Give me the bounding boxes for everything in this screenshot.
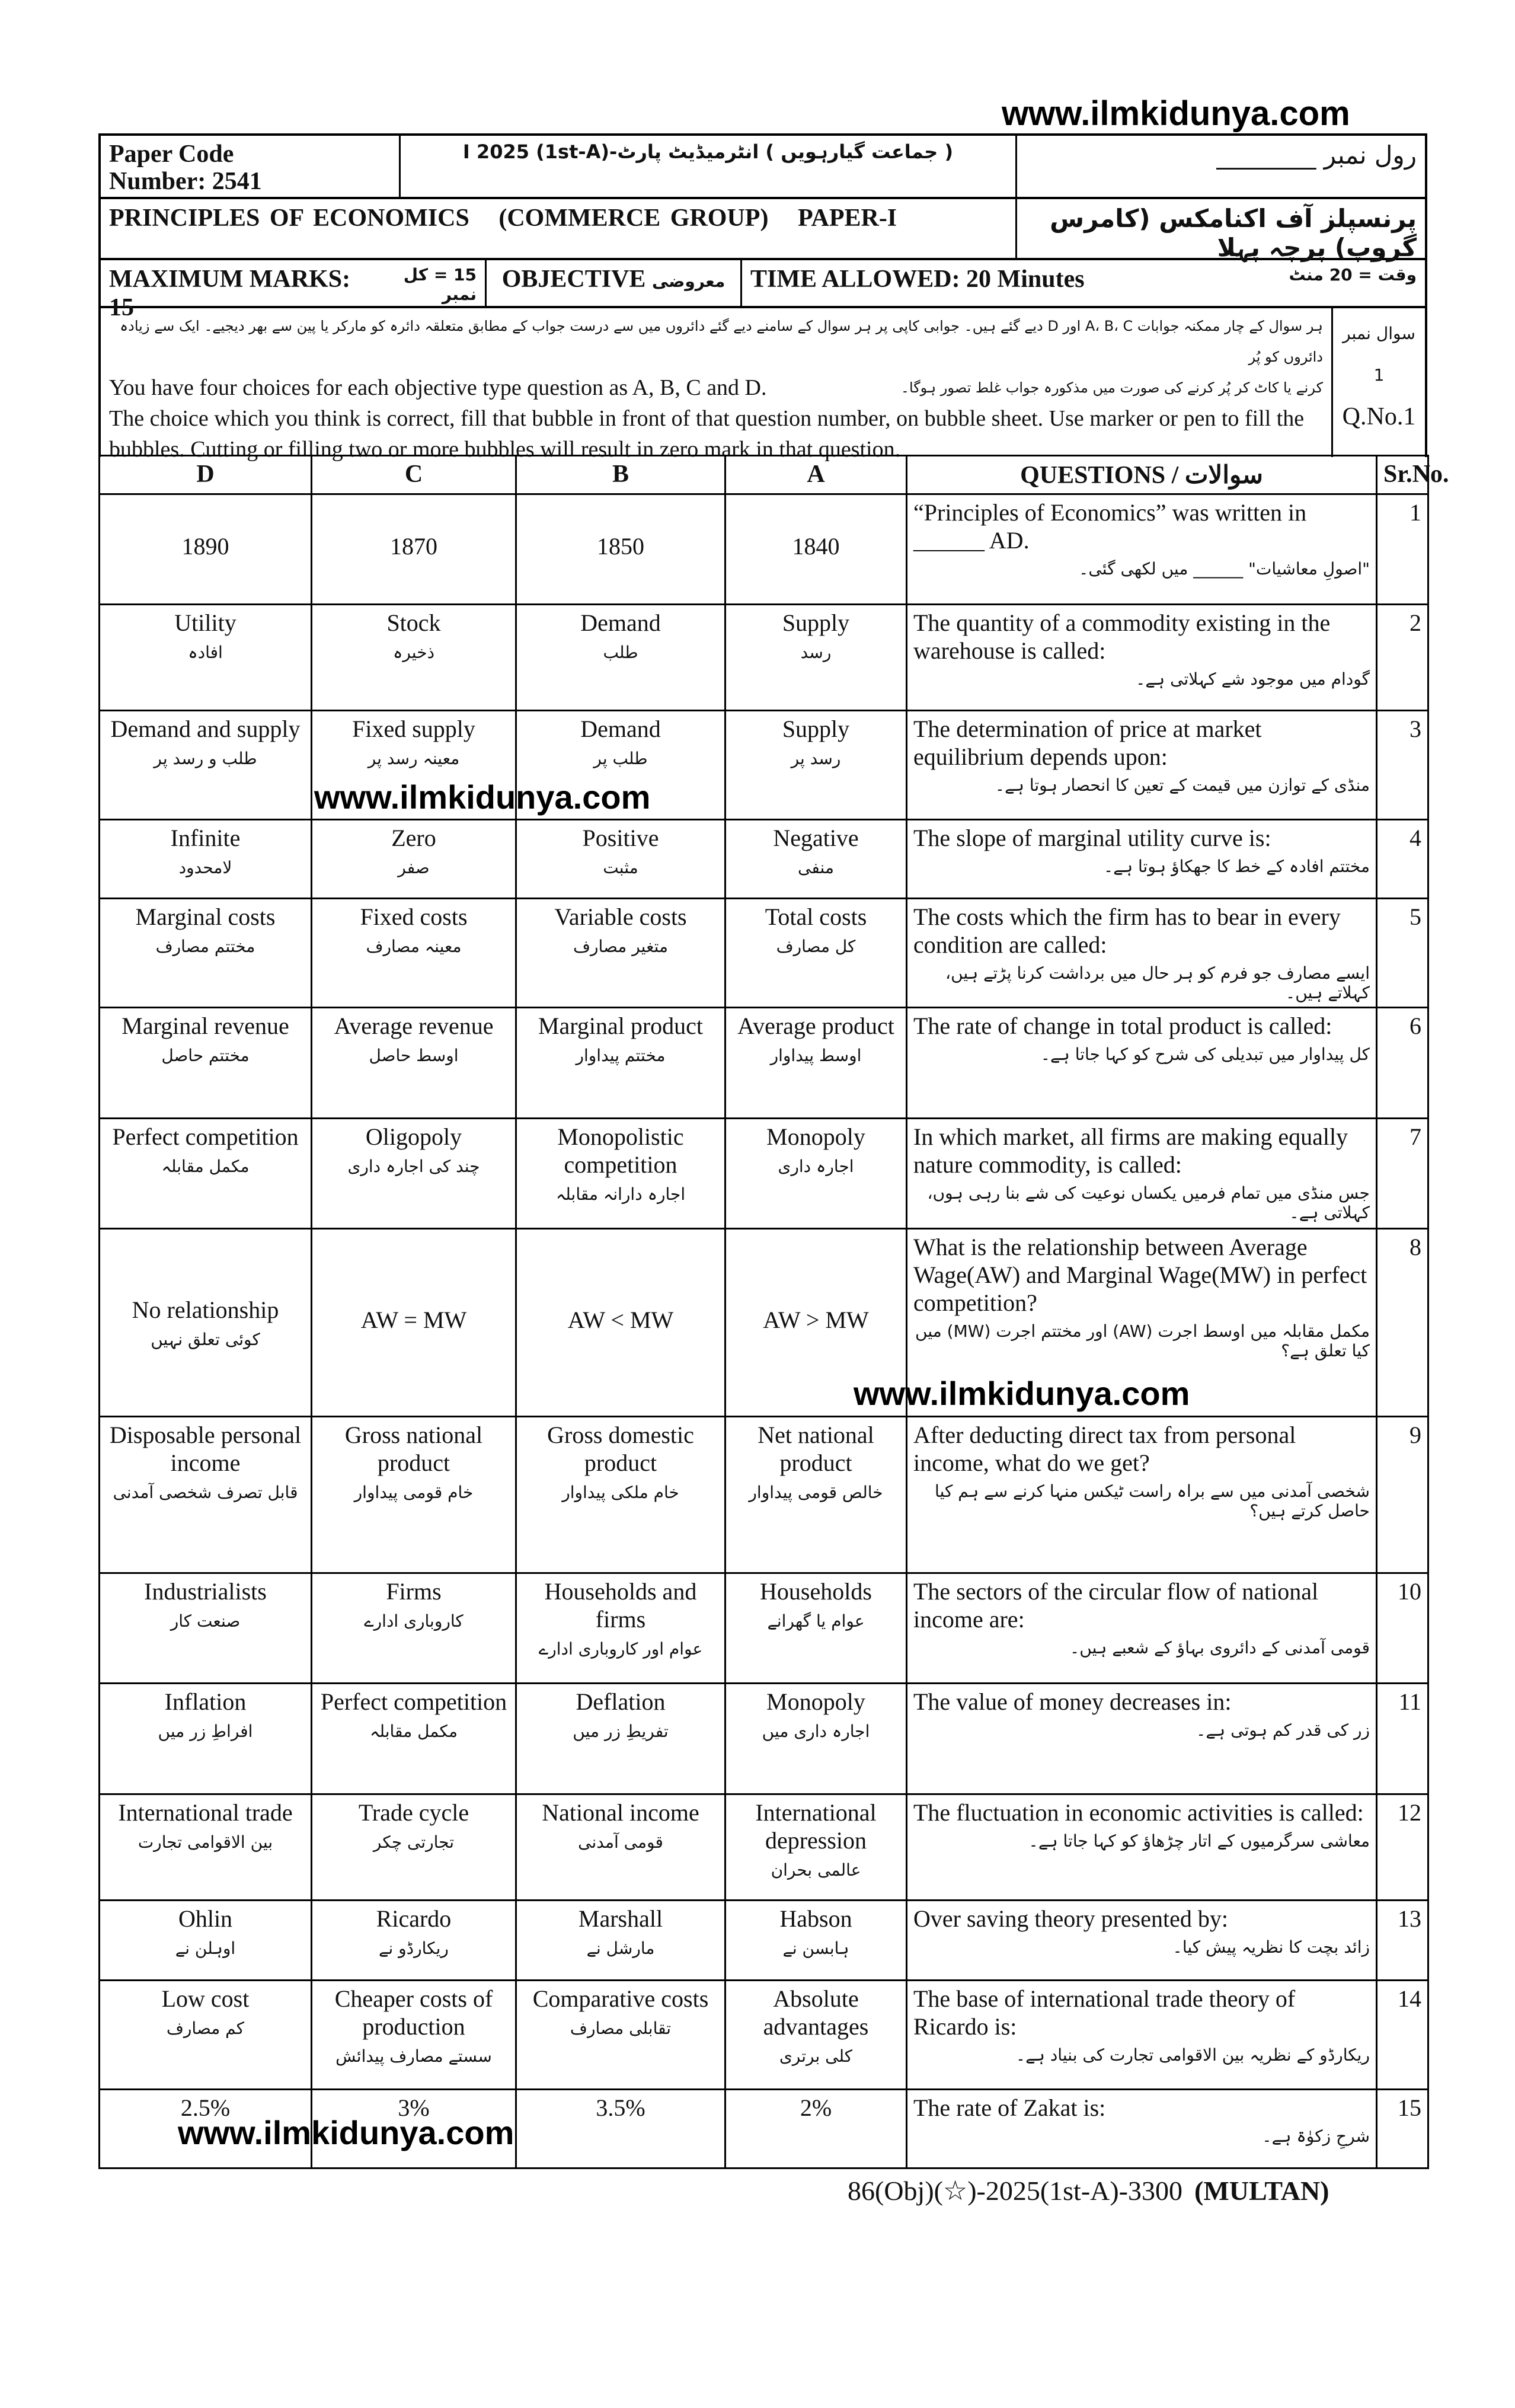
serial-number: 4 [1377,820,1428,899]
option-text-urdu: عالمی بحران [771,1860,861,1880]
serial-number: 11 [1377,1684,1428,1794]
questions-body [100,494,1428,2169]
time-allowed [742,260,1425,306]
option-c [312,1119,516,1229]
watermark-url: www.ilmkidunya.com [314,778,651,816]
option-text: Average revenue [334,1013,494,1039]
option-text: Fixed supply [352,716,475,742]
option-text: Marginal revenue [122,1013,289,1039]
question-en: The slope of marginal utility curve is: [913,825,1271,851]
option-text: Trade cycle [358,1799,469,1826]
option-text-urdu: تقابلی مصارف [570,2019,672,2038]
option-text: Demand and supply [110,716,301,742]
option-text-urdu: کوئی تعلق نہیں [151,1330,260,1349]
question-row [100,899,1428,1008]
qno: Q.No.1 [1342,403,1416,430]
option-c [312,2090,516,2169]
question-en: The fluctuation in economic activities is called: [913,1799,1364,1826]
option-text-urdu: اجارہ داری میں [762,1722,870,1741]
option-a [725,1794,907,1901]
option-text: Supply [782,609,850,636]
option-text: Absolute advantages [763,1985,869,2040]
option-c [312,1981,516,2090]
instructions-en-1: You have four choices for each objective type question as A, B, C and D. [109,375,767,400]
option-d [100,1573,312,1684]
option-b [516,1229,725,1417]
option-a [725,605,907,711]
subject-urdu: پرنسپلز آف اکنامکس (کامرس گروپ) پرچہ پہلا [1050,204,1417,262]
option-text: Supply [782,716,850,742]
exam-title: ( جماعت گیارہویں ) انٹرمیڈیٹ پارٹ-I 2025 (1st-A) [401,136,1017,197]
option-text-urdu: کم مصارف [166,2019,245,2038]
option-text-urdu: معینہ مصارف [366,937,462,956]
col-b: B [516,456,725,494]
serial-number: 12 [1377,1794,1428,1901]
footer-board: (MULTAN) [1194,2176,1329,2206]
option-text-urdu: رسد پر [791,749,841,768]
option-text-urdu: خالص قومی پیداوار [749,1483,883,1502]
paper-code [101,136,401,197]
question-en: The costs which the firm has to bear in every condition are called: [913,903,1341,958]
serial-number: 10 [1377,1573,1428,1684]
option-a [725,2090,907,2169]
option-text: Marginal costs [135,903,276,930]
question-text [907,1901,1377,1981]
option-a [725,1229,907,1417]
option-text: Net national product [757,1422,874,1476]
question-text [907,494,1377,605]
option-text-urdu: مکمل مقابلہ [161,1157,250,1176]
option-text-urdu: اوہلن نے [175,1938,236,1958]
option-text: Perfect competition [112,1123,299,1150]
question-urdu: مختتم افادہ کے خط کا جھکاؤ ہوتا ہے۔ [1103,857,1370,876]
option-c [312,605,516,711]
serial-number: 6 [1377,1008,1428,1119]
question-row [100,1417,1428,1573]
option-text-urdu: طلب [603,643,638,662]
option-d [100,1008,312,1119]
option-d [100,1794,312,1901]
option-a [725,1417,907,1573]
option-a [725,1684,907,1794]
col-questions: QUESTIONS / سوالات [907,456,1377,494]
option-d [100,1981,312,2090]
option-text: 3% [398,2094,430,2121]
question-urdu: زائد بچت کا نظریہ پیش کیا۔ [1172,1937,1370,1957]
question-en: Over saving theory presented by: [913,1905,1228,1932]
option-b [516,820,725,899]
option-text: Oligopoly [365,1123,462,1150]
instructions-urdu-1: ہر سوال کے چار ممکنہ جوابات A، B، C اور D دیے گئے ہیں۔ جوابی کاپی پر ہر سوال کے سامنے دیے گئے دائروں میں سے درست جواب کے مطابق متعلقہ دائرہ کو مارکر یا پین سے بھر دیجیے۔ ایک سے زیادہ دائروں کو پُر [120,318,1323,365]
option-text-urdu: اجارہ دارانہ مقابلہ [555,1184,686,1204]
table-header-row [100,456,1428,494]
objective-label: OBJECTIVE [501,266,646,293]
question-row [100,1794,1428,1901]
option-text: Gross domestic product [547,1422,694,1476]
question-text [907,820,1377,899]
time-urdu: وقت = 20 منٹ [1289,265,1417,285]
option-text-urdu: ذخیرہ [392,643,435,662]
question-row [100,605,1428,711]
option-text-urdu: طلب و رسد پر [154,749,257,768]
option-text: Gross national product [344,1422,483,1476]
option-text-urdu: طلب پر [593,749,648,768]
option-c [312,1008,516,1119]
instructions-en-2: The choice which you think is correct, fill that bubble in front of that question number, on bubble sheet. Use marker or pen to fill the bubbles. Cutting or filling two or more bubbles will result in zero mark in that question. [109,406,1305,462]
option-b [516,2090,725,2169]
question-text [907,1684,1377,1794]
col-c: C [312,456,516,494]
option-text: Fixed costs [360,903,468,930]
option-text-urdu: تجارتی چکر [373,1832,455,1852]
option-text-urdu: عوام اور کاروباری ادارے [538,1639,703,1659]
serial-number: 8 [1377,1229,1428,1417]
option-c [312,1901,516,1981]
option-c [312,1417,516,1573]
time-label: TIME ALLOWED: 20 Minutes [750,266,1085,293]
question-urdu: ریکارڈو کے نظریہ بین الاقوامی تجارت کی بنیاد ہے۔ [1015,2045,1370,2065]
question-text [907,605,1377,711]
question-row [100,1573,1428,1684]
option-text: Monopolistic competition [557,1123,684,1178]
option-text-urdu: ریکارڈو نے [379,1938,449,1958]
option-text: Ohlin [178,1905,233,1932]
question-en: “Principles of Economics” was written in ______ AD. [913,499,1307,554]
qno-urdu: سوال نمبر 1 [1343,324,1415,385]
max-marks [101,260,487,321]
option-text: Monopoly [766,1688,865,1715]
serial-number: 5 [1377,899,1428,1008]
serial-number: 7 [1377,1119,1428,1229]
paper-header [98,133,1427,462]
option-d [100,820,312,899]
option-text-urdu: چند کی اجارہ داری [347,1157,480,1176]
option-text-urdu: قابل تصرف شخصی آمدنی [113,1483,298,1502]
question-row [100,2090,1428,2169]
serial-number: 14 [1377,1981,1428,2090]
question-urdu: قومی آمدنی کے دائروی بہاؤ کے شعبے ہیں۔ [1069,1638,1370,1658]
option-d [100,1119,312,1229]
option-text: AW = MW [360,1306,467,1333]
serial-number: 15 [1377,2090,1428,2169]
option-text: No relationship [132,1296,279,1323]
option-text: Variable costs [554,903,687,930]
col-a: A [725,456,907,494]
question-text [907,1981,1377,2090]
group: (COMMERCE GROUP) [498,205,769,232]
option-a [725,820,907,899]
option-c [312,899,516,1008]
option-text: Low cost [161,1985,250,2012]
serial-number: 2 [1377,605,1428,711]
option-text-urdu: قومی آمدنی [578,1832,663,1852]
option-d [100,2090,312,2169]
option-text-urdu: مختتم پیداوار [576,1046,666,1065]
question-row [100,711,1428,820]
question-row [100,1901,1428,1981]
option-text: 2% [800,2094,832,2121]
option-text-urdu: تفریطِ زر میں [573,1722,669,1741]
option-text-urdu: صنعت کار [170,1611,241,1631]
subject-line [101,199,1017,258]
option-a [725,711,907,820]
question-text [907,1417,1377,1573]
option-b [516,1008,725,1119]
option-text: Inflation [164,1688,247,1715]
option-a [725,1901,907,1981]
objective-urdu: معروضی [651,272,725,291]
option-text: AW < MW [567,1306,674,1333]
option-text: 2.5% [180,2094,231,2121]
option-a [725,1008,907,1119]
serial-number: 3 [1377,711,1428,820]
question-text [907,1573,1377,1684]
question-en: The determination of price at market equilibrium depends upon: [913,716,1262,770]
option-text-urdu: سستے مصارف پیدائش [335,2046,492,2066]
option-text-urdu: مختتم مصارف [155,937,255,956]
question-text [907,711,1377,820]
footer [848,2174,1329,2206]
question-row [100,494,1428,605]
option-text-urdu: افراطِ زر میں [158,1722,253,1741]
questions-table [98,455,1449,2169]
question-urdu: جس منڈی میں تمام فرمیں یکساں نوعیت کی شے بنا رہی ہوں، کہلاتی ہے۔ [927,1183,1370,1222]
question-en: After deducting direct tax from personal income, what do we get? [913,1422,1296,1476]
question-en: The sectors of the circular flow of national income are: [913,1578,1319,1633]
option-c [312,820,516,899]
option-text: Marshall [578,1905,663,1932]
paper: PAPER-I [797,205,897,232]
option-text-urdu: کلی برتری [779,2046,853,2066]
option-text-urdu: رسد [800,643,832,662]
option-text: Zero [391,825,436,851]
option-text: Households and firms [544,1578,697,1633]
option-text: Demand [580,609,661,636]
max-marks-urdu: 15 = کل نمبر [403,265,477,304]
option-text-urdu: اوسط پیداوار [770,1046,862,1065]
option-text-urdu: خام قومی پیداوار [354,1483,474,1502]
option-text: Perfect competition [320,1688,507,1715]
option-text: Comparative costs [532,1985,709,2012]
question-row [100,820,1428,899]
option-d [100,1417,312,1573]
option-a [725,1573,907,1684]
option-text: 1870 [390,533,437,560]
option-text-urdu: کاروباری ادارے [364,1611,464,1631]
question-urdu: گودام میں موجود شے کہلاتی ہے۔ [1135,669,1370,689]
option-c [312,494,516,605]
question-number [1333,308,1425,457]
question-row [100,1229,1428,1417]
option-text: Positive [582,825,659,851]
subject: PRINCIPLES OF ECONOMICS [109,205,469,232]
question-urdu: شخصی آمدنی میں سے براہ راست ٹیکس منہا کرنے سے ہم کیا حاصل کرتے ہیں؟ [935,1481,1370,1521]
instructions [101,308,1333,462]
option-d [100,494,312,605]
option-b [516,1684,725,1794]
option-text: Utility [174,609,236,636]
question-row [100,1981,1428,2090]
instructions-urdu-2: کرنے یا کاٹ کر پُر کرنے کی صورت میں مذکورہ جواب غلط تصور ہوگا۔ [900,379,1323,396]
option-text: Negative [773,825,859,851]
option-text: Monopoly [766,1123,865,1150]
option-b [516,605,725,711]
option-text: Disposable personal income [109,1422,302,1476]
option-text: Habson [779,1905,852,1932]
option-text: National income [542,1799,699,1826]
option-b [516,1981,725,2090]
watermark-url: www.ilmkidunya.com [1002,94,1350,133]
watermark-url: www.ilmkidunya.com [854,1375,1190,1412]
option-text-urdu: مختتم حاصل [161,1046,250,1065]
option-d [100,711,312,820]
option-d [100,1684,312,1794]
option-text-urdu: مکمل مقابلہ [370,1722,458,1741]
question-text [907,1794,1377,1901]
option-text-urdu: خام ملکی پیداوار [562,1483,679,1502]
question-urdu: معاشی سرگرمیوں کے اتار چڑھاؤ کو کہا جاتا ہے۔ [1028,1831,1370,1851]
option-b [516,494,725,605]
roll-number: رول نمبر ________ [1216,140,1417,170]
option-c [312,711,516,820]
option-text: AW > MW [763,1306,869,1333]
option-b [516,1417,725,1573]
option-text-urdu: اوسط حاصل [369,1046,459,1065]
option-text: Deflation [576,1688,666,1715]
option-text: 3.5% [596,2094,645,2121]
question-en: The rate of change in total product is called: [913,1013,1332,1039]
question-urdu: زر کی قدر کم ہوتی ہے۔ [1196,1720,1370,1740]
option-c [312,1684,516,1794]
option-text-urdu: عوام یا گھرانے [767,1611,865,1631]
option-text: International depression [755,1799,877,1854]
option-text: Marginal product [538,1013,704,1039]
option-d [100,1229,312,1417]
option-text-urdu: بین الاقوامی تجارت [138,1832,273,1852]
col-sr: Sr.No. [1377,456,1428,494]
option-text-urdu: صفر [398,858,430,877]
option-b [516,1573,725,1684]
question-text [907,1229,1377,1417]
serial-number: 9 [1377,1417,1428,1573]
option-text-urdu: معینہ رسد پر [367,749,460,768]
question-text [907,899,1377,1008]
option-c [312,1794,516,1901]
question-text [907,1008,1377,1119]
question-en: The value of money decreases in: [913,1688,1232,1715]
question-urdu: منڈی کے توازن میں قیمت کے تعین کا انحصار ہوتا ہے۔ [995,775,1370,795]
question-en: In which market, all firms are making equally nature commodity, is called: [913,1123,1348,1178]
watermark-url: www.ilmkidunya.com [178,2114,514,2151]
footer-code: 86(Obj)(☆)-2025(1st-A)-3300 [848,2176,1183,2206]
option-text-urdu: مثبت [603,858,638,877]
question-text [907,2090,1377,2169]
question-en: The quantity of a commodity existing in the warehouse is called: [913,609,1331,664]
option-b [516,1119,725,1229]
option-text: Households [760,1578,872,1605]
option-a [725,1981,907,2090]
question-urdu: کل پیداوار میں تبدیلی کی شرح کو کہا جاتا ہے۔ [1040,1045,1370,1064]
option-a [725,899,907,1008]
option-text: Cheaper costs of production [334,1985,493,2040]
question-row [100,1119,1428,1229]
question-en: What is the relationship between Average Wage(AW) and Marginal Wage(MW) in perfect competition? [913,1234,1367,1316]
question-row [100,1008,1428,1119]
option-text: 1850 [597,533,644,560]
option-b [516,1794,725,1901]
serial-number: 13 [1377,1901,1428,1981]
option-a [725,1119,907,1229]
option-b [516,711,725,820]
option-text-urdu: ہابسن نے [782,1938,849,1958]
option-text-urdu: لامحدود [178,858,232,877]
option-text-urdu: اجارہ داری [778,1157,854,1176]
option-d [100,605,312,711]
option-text: Stock [386,609,441,636]
option-b [516,899,725,1008]
option-text-urdu: منفی [798,858,834,877]
option-text: Total costs [765,903,867,930]
objective [487,260,742,306]
question-urdu: مکمل مقابلہ میں اوسط اجرت (AW) اور مختتم اجرت (MW) میں کیا تعلق ہے؟ [915,1321,1370,1361]
option-text: 1890 [181,533,229,560]
option-b [516,1901,725,1981]
question-en: The rate of Zakat is: [913,2094,1106,2121]
option-d [100,1901,312,1981]
option-text: Firms [386,1578,442,1605]
option-text: Industrialists [144,1578,267,1605]
option-a [725,494,907,605]
question-urdu: "اصولِ معاشیات" ______ میں لکھی گئی۔ [1079,559,1370,579]
question-en: The base of international trade theory of Ricardo is: [913,1985,1296,2040]
question-row [100,1684,1428,1794]
option-text: Infinite [170,825,241,851]
max-marks-label: MAXIMUM MARKS: 15 [109,266,351,321]
serial-number: 1 [1377,494,1428,605]
question-urdu: شرحِ زکوٰۃ ہے۔ [1262,2126,1370,2146]
col-d: D [100,456,312,494]
option-text-urdu: متغیر مصارف [573,937,669,956]
option-text: Demand [580,716,661,742]
option-d [100,899,312,1008]
option-text-urdu: کل مصارف [776,937,856,956]
option-text: Ricardo [376,1905,452,1932]
option-text: Average product [737,1013,894,1039]
paper-code-label: Paper Code [109,140,234,168]
option-text: International trade [118,1799,293,1826]
option-text-urdu: مارشل نے [586,1938,655,1958]
paper-code-number: Number: 2541 [109,168,262,195]
option-text: 1840 [792,533,840,560]
question-urdu: ایسے مصارف جو فرم کو ہر حال میں برداشت کرنا پڑتے ہیں، کہلاتے ہیں۔ [945,963,1370,1002]
question-text [907,1119,1377,1229]
option-text-urdu: افادہ [188,643,223,662]
option-c [312,1229,516,1417]
option-c [312,1573,516,1684]
